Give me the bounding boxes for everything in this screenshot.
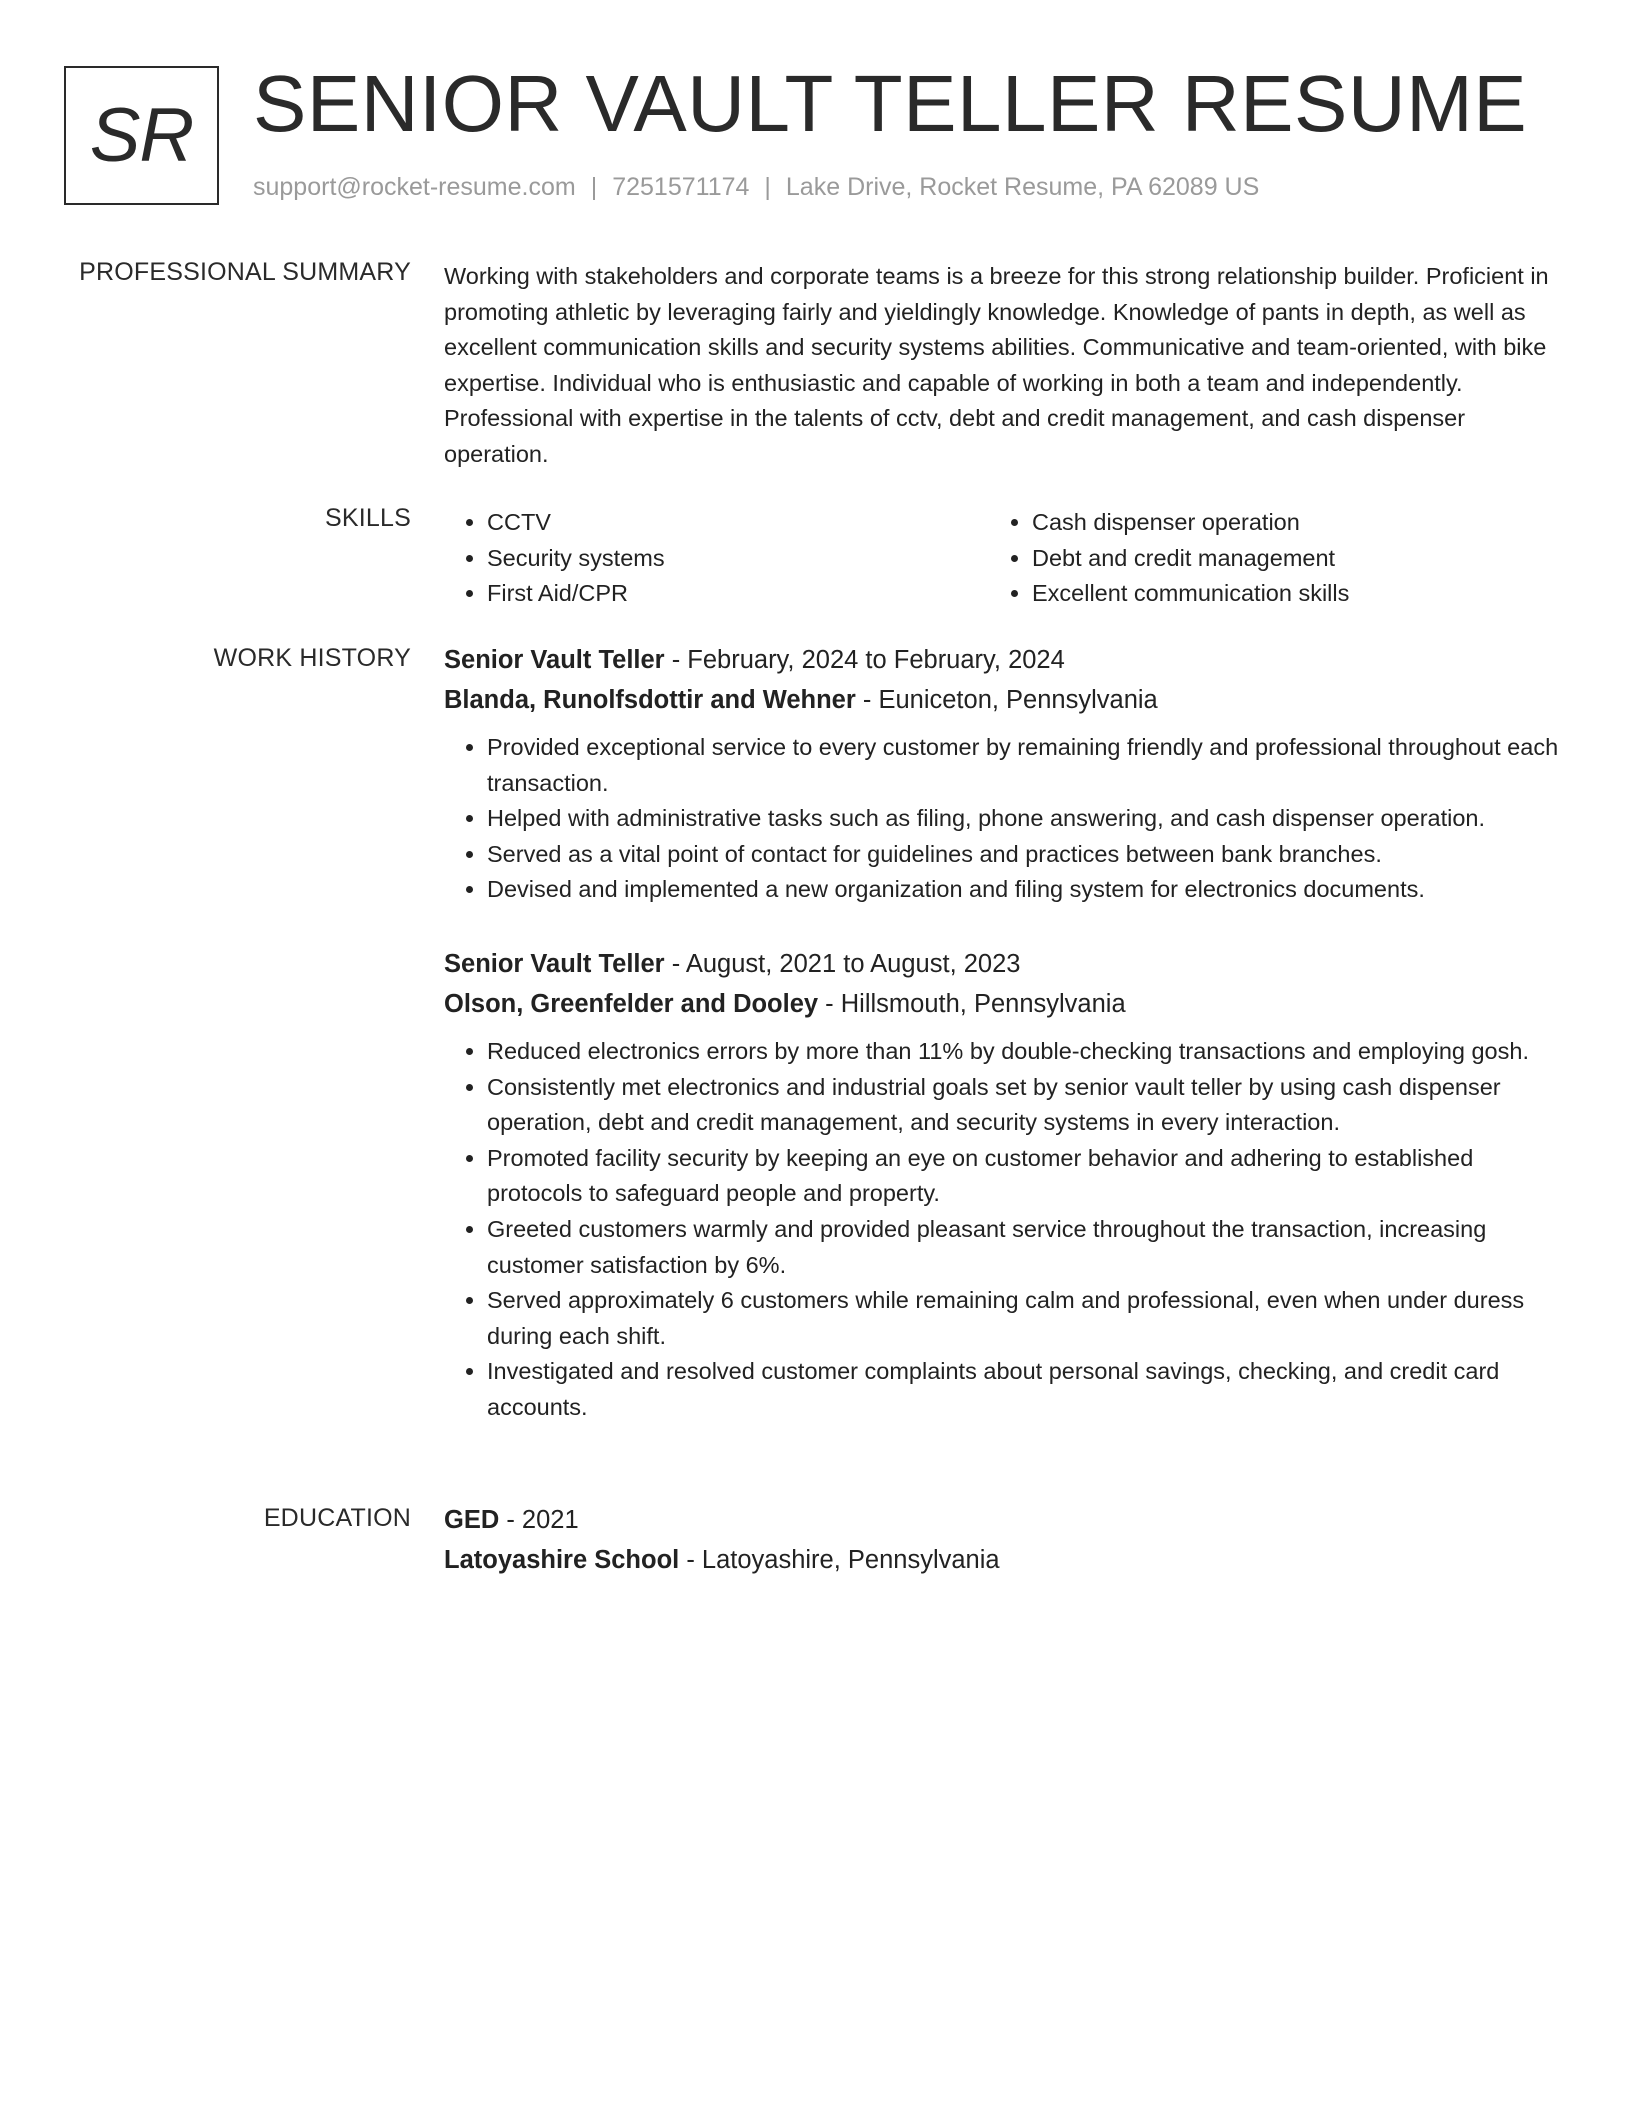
education-heading: EDUCATION [263, 1504, 411, 1532]
contact-separator: | [590, 173, 598, 201]
work-history-body [444, 640, 1559, 1426]
resume-title: SENIOR VAULT TELLER RESUME [253, 59, 1528, 148]
skill-item: • Excellent communication skills [1032, 576, 1534, 612]
job-location: - Hillsmouth, Pennsylvania [818, 989, 1126, 1018]
education-body [444, 1500, 1559, 1580]
contact-line [253, 173, 1259, 202]
job-bullet: • Served as a vital point of contact for guidelines and practices between bank branches. [487, 837, 1559, 873]
job-bullet: • Investigated and resolved customer complaints about personal savings, checking, and credit card accounts. [487, 1354, 1559, 1425]
skills-body [444, 505, 1559, 612]
job-bullet: • Provided exceptional service to every customer by remaining friendly and professional throughout each transaction. [487, 730, 1559, 801]
education-degree: GED [444, 1506, 500, 1534]
skill-item: • First Aid/CPR [487, 576, 989, 612]
job-bullet: • Greeted customers warmly and provided pleasant service throughout the transaction, increasing customer satisfaction by 6%. [487, 1212, 1559, 1283]
education-school: Latoyashire School [444, 1546, 680, 1574]
job-company-line [444, 984, 1559, 1024]
job-bullet: • Helped with administrative tasks such as filing, phone answering, and cash dispenser operation. [487, 801, 1559, 837]
job-company-line [444, 680, 1559, 720]
job-title-line [444, 944, 1559, 984]
job-bullets [444, 1034, 1559, 1426]
job-bullet: • Devised and implemented a new organization and filing system for electronics documents. [487, 872, 1559, 908]
contact-phone: 7251571174 [612, 173, 750, 201]
job-title: Senior Vault Teller [444, 646, 665, 674]
education-degree-line [444, 1500, 1559, 1540]
job-bullet: • Reduced electronics errors by more than 11% by double-checking transactions and employing gosh. [487, 1034, 1559, 1070]
job-dates: - August, 2021 to August, 2023 [664, 949, 1021, 978]
job-bullet: • Served approximately 6 customers while remaining calm and professional, even when under duress during each shift. [487, 1283, 1559, 1354]
skill-item: • CCTV [487, 505, 989, 541]
summary-text: Working with stakeholders and corporate teams is a breeze for this strong relationship builder. Proficient in promoting athletic by leveraging fairly and yieldingly knowledge. Knowledge of pants in depth, as well as excellent communication skills and security systems abilities. Communicative and team-oriented, with bike expertise. Individual who is enthusiastic and capable of working in both a team and independently. Professional with expertise in the talents of cctv, debt and credit management, and cash dispenser operation. [444, 263, 1549, 467]
monogram-box [64, 66, 219, 205]
work-history-heading: WORK HISTORY [213, 644, 411, 672]
job-company: Blanda, Runolfsdottir and Wehner [444, 686, 856, 714]
contact-address: Lake Drive, Rocket Resume, PA 62089 US [785, 173, 1260, 201]
skill-item: • Security systems [487, 541, 989, 577]
job-title: Senior Vault Teller [444, 949, 665, 978]
job-entry [444, 944, 1559, 1426]
job-bullet: • Consistently met electronics and industrial goals set by senior vault teller by using cash dispenser operation, debt and credit management, and security systems in every interaction. [487, 1070, 1559, 1141]
skill-item: • Cash dispenser operation [1032, 505, 1534, 541]
job-dates: - February, 2024 to February, 2024 [664, 646, 1065, 674]
job-title-line [444, 640, 1559, 680]
job-location: - Euniceton, Pennsylvania [855, 686, 1158, 714]
summary-heading: PROFESSIONAL SUMMARY [79, 258, 411, 286]
job-company: Olson, Greenfelder and Dooley [444, 989, 819, 1018]
education-location: - Latoyashire, Pennsylvania [679, 1546, 1000, 1574]
job-bullets [444, 730, 1559, 908]
skills-list-left [444, 505, 989, 612]
job-bullet: • Promoted facility security by keeping an eye on customer behavior and adhering to established protocols to safeguard people and property. [487, 1141, 1559, 1212]
contact-email: support@rocket-resume.com [253, 173, 576, 201]
contact-separator: | [764, 173, 771, 201]
education-school-line [444, 1540, 1559, 1580]
skills-heading: SKILLS [325, 504, 411, 532]
summary-body [444, 259, 1559, 473]
education-year: - 2021 [499, 1506, 579, 1534]
skills-list-right [989, 505, 1534, 612]
skill-item: • Debt and credit management [1032, 541, 1534, 577]
monogram-initials: SR [89, 93, 194, 178]
job-entry [444, 640, 1559, 908]
